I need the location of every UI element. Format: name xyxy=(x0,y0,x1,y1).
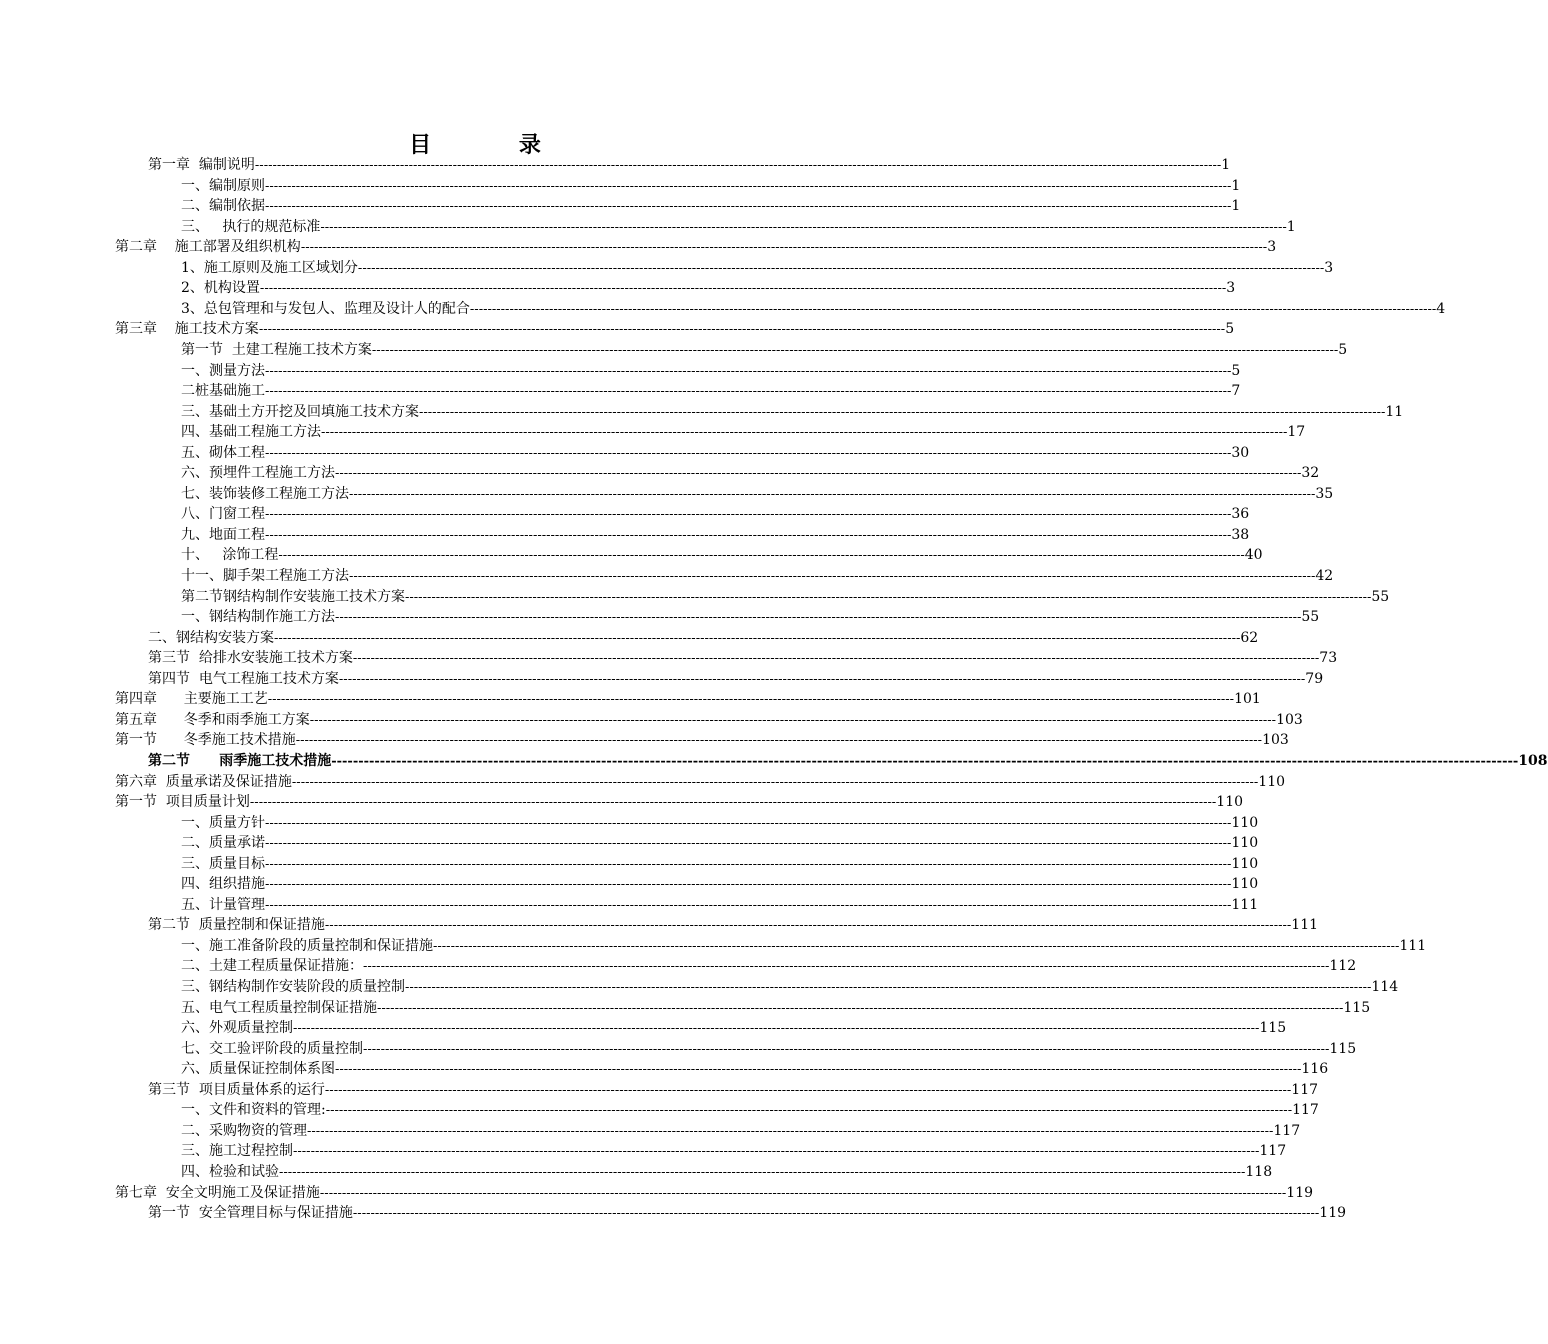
toc-entry-title: 七、交工验评阶段的质量控制 xyxy=(181,1040,363,1057)
toc-dot-leader: ---------------------------------------------------------------------------------------------------------------------------------------------------------------------------------------------------------------------------- xyxy=(265,836,1232,852)
toc-entry[interactable] xyxy=(115,792,1244,813)
toc-dot-leader: ---------------------------------------------------------------------------------------------------------------------------------------------------------------------------------------------------------------------------- xyxy=(258,322,1226,338)
toc-page-number: 1 xyxy=(1231,198,1241,215)
toc-entry[interactable] xyxy=(181,443,1250,464)
toc-dot-leader: ---------------------------------------------------------------------------------------------------------------------------------------------------------------------------------------------------------------------------- xyxy=(265,815,1232,831)
toc-entry[interactable] xyxy=(181,278,1236,299)
toc-page-number: 114 xyxy=(1371,979,1399,995)
toc-page-number: 110 xyxy=(1216,794,1244,811)
toc-entry[interactable] xyxy=(148,648,1338,669)
toc-entry[interactable] xyxy=(148,751,1548,772)
toc-entry-title: 第一章 编制说明 xyxy=(148,157,255,173)
toc-dot-leader: ---------------------------------------------------------------------------------------------------------------------------------------------------------------------------------------------------------------------------- xyxy=(419,404,1386,420)
toc-entry[interactable] xyxy=(181,381,1241,402)
toc-page-number: 101 xyxy=(1234,691,1261,708)
toc-page-number: 30 xyxy=(1231,444,1250,461)
toc-entry-title: 二、土建工程质量保证措施： xyxy=(181,958,363,975)
toc-entry-title: 四、基础工程施工方法 xyxy=(181,424,321,441)
toc-dot-leader: ---------------------------------------------------------------------------------------------------------------------------------------------------------------------------------------------------------------------------- xyxy=(433,938,1400,954)
toc-dot-leader: ---------------------------------------------------------------------------------------------------------------------------------------------------------------------------------------------------------------------------- xyxy=(279,1164,1246,1180)
toc-entry-title: 第二节钢结构制作安装施工技术方案 xyxy=(181,588,405,605)
toc-entry[interactable] xyxy=(181,361,1241,382)
toc-dot-leader: ---------------------------------------------------------------------------------------------------------------------------------------------------------------------------------------------------------------------------- xyxy=(265,178,1232,194)
toc-page-number: 110 xyxy=(1231,835,1259,852)
toc-entry-title: 第五章 冬季和雨季施工方案 xyxy=(115,711,310,728)
toc-dot-leader: ---------------------------------------------------------------------------------------------------------------------------------------------------------------------------------------------------------------------------- xyxy=(321,425,1288,441)
toc-entry-title: 二、质量承诺 xyxy=(181,835,265,852)
toc-entry-title: 一、编制原则 xyxy=(181,177,265,194)
toc-entry-title: 三、施工过程控制 xyxy=(181,1143,293,1160)
toc-dot-leader: ---------------------------------------------------------------------------------------------------------------------------------------------------------------------------------------------------------------------------- xyxy=(352,651,1320,667)
toc-entry[interactable] xyxy=(181,525,1250,546)
toc-dot-leader: ---------------------------------------------------------------------------------------------------------------------------------------------------------------------------------------------------------------------------- xyxy=(377,1000,1344,1016)
toc-entry-title: 第一节 项目质量计划 xyxy=(115,794,250,811)
toc-page-number: 103 xyxy=(1276,711,1303,728)
toc-entry-title: 五、电气工程质量控制保证措施 xyxy=(181,999,377,1016)
toc-page-number: 111 xyxy=(1291,917,1319,934)
toc-dot-leader: ---------------------------------------------------------------------------------------------------------------------------------------------------------------------------------------------------------------------------- xyxy=(405,589,1372,605)
toc-entry-title: 一、钢结构制作施工方法 xyxy=(181,609,335,626)
toc-dot-leader: ---------------------------------------------------------------------------------------------------------------------------------------------------------------------------------------------------------------------------- xyxy=(259,281,1227,297)
toc-page-number: 117 xyxy=(1292,1102,1319,1119)
toc-entry[interactable] xyxy=(181,936,1427,957)
toc-page-number: 116 xyxy=(1301,1061,1329,1078)
toc-entry[interactable] xyxy=(181,1059,1329,1080)
toc-entry[interactable] xyxy=(181,545,1263,566)
toc-page-number: 35 xyxy=(1315,485,1334,502)
toc-page-number: 17 xyxy=(1287,424,1306,441)
toc-page-number: 79 xyxy=(1305,670,1324,687)
toc-entry[interactable] xyxy=(181,484,1334,505)
toc-dot-leader: ---------------------------------------------------------------------------------------------------------------------------------------------------------------------------------------------------------------------------- xyxy=(319,1185,1287,1201)
toc-dot-leader: ---------------------------------------------------------------------------------------------------------------------------------------------------------------------------------------------------------------------------- xyxy=(371,342,1339,358)
toc-dot-leader: ---------------------------------------------------------------------------------------------------------------------------------------------------------------------------------------------------------------------------- xyxy=(363,959,1330,975)
toc-entry-title: 六、质量保证控制体系图 xyxy=(181,1061,335,1078)
toc-entry-title: 三、 执行的规范标准 xyxy=(181,218,321,235)
toc-entry[interactable] xyxy=(181,956,1357,977)
toc-entry-title: 第四节 电气工程施工技术方案 xyxy=(148,670,339,687)
toc-entry[interactable] xyxy=(181,1121,1301,1142)
toc-entry[interactable] xyxy=(181,874,1259,895)
toc-dot-leader: ---------------------------------------------------------------------------------------------------------------------------------------------------------------------------------------------------------------------------- xyxy=(295,733,1263,749)
toc-entry[interactable] xyxy=(148,1203,1347,1224)
toc-entry-title: 四、检验和试验 xyxy=(181,1163,279,1180)
toc-entry[interactable] xyxy=(181,833,1259,854)
toc-entry-title: 一、测量方法 xyxy=(181,362,265,379)
toc-dot-leader: ---------------------------------------------------------------------------------------------------------------------------------------------------------------------------------------------------------------------------- xyxy=(335,466,1302,482)
toc-entry[interactable] xyxy=(181,998,1371,1019)
toc-entry[interactable] xyxy=(181,340,1348,361)
toc-page-number: 117 xyxy=(1273,1122,1301,1139)
toc-entry-title: 第三节 项目质量体系的运行 xyxy=(148,1081,325,1098)
toc-entry-title: 十、 涂饰工程 xyxy=(181,547,279,564)
toc-entry[interactable] xyxy=(115,689,1261,710)
toc-entry-title: 第三节 给排水安装施工技术方案 xyxy=(148,650,353,667)
toc-entry[interactable] xyxy=(181,217,1296,238)
toc-dot-leader: ---------------------------------------------------------------------------------------------------------------------------------------------------------------------------------------------------------------------------- xyxy=(324,918,1292,934)
toc-page-number: 7 xyxy=(1231,383,1241,400)
toc-page-number: 115 xyxy=(1259,1020,1287,1037)
toc-entry[interactable] xyxy=(181,176,1241,197)
toc-dot-leader: ---------------------------------------------------------------------------------------------------------------------------------------------------------------------------------------------------------------------------- xyxy=(349,569,1316,584)
toc-page-number: 3 xyxy=(1267,239,1277,256)
toc-page-number: 55 xyxy=(1371,588,1390,605)
toc-entry[interactable] xyxy=(181,587,1390,608)
toc-entry[interactable] xyxy=(148,628,1259,649)
toc-entry-title: 一、质量方针 xyxy=(181,814,265,831)
toc-dot-leader: ---------------------------------------------------------------------------------------------------------------------------------------------------------------------------------------------------------------------------- xyxy=(335,1062,1302,1078)
toc-entry-title: 十一、脚手架工程施工方法 xyxy=(181,568,349,584)
toc-entry-title: 三、钢结构制作安装阶段的质量控制 xyxy=(181,979,405,995)
toc-dot-leader: ---------------------------------------------------------------------------------------------------------------------------------------------------------------------------------------------------------------------------- xyxy=(265,527,1232,543)
toc-entry[interactable] xyxy=(181,463,1320,484)
toc-entry[interactable] xyxy=(181,258,1334,279)
toc-entry[interactable] xyxy=(181,1018,1287,1039)
toc-page-number: 36 xyxy=(1231,506,1250,523)
toc-dot-leader: ---------------------------------------------------------------------------------------------------------------------------------------------------------------------------------------------------------------------------- xyxy=(352,1206,1320,1222)
toc-page-number: 3 xyxy=(1324,259,1334,276)
toc-entry-title: 六、预埋件工程施工方法 xyxy=(181,465,335,482)
toc-dot-leader: ---------------------------------------------------------------------------------------------------------------------------------------------------------------------------------------------------------------------------- xyxy=(307,1123,1274,1139)
toc-entry-title: 九、地面工程 xyxy=(181,526,265,543)
toc-entry[interactable] xyxy=(181,422,1306,443)
toc-entry-title: 四、组织措施 xyxy=(181,876,265,893)
toc-entry-title: 第一节 安全管理目标与保证措施 xyxy=(148,1205,353,1222)
toc-page-number: 117 xyxy=(1259,1143,1287,1160)
toc-dot-leader: ---------------------------------------------------------------------------------------------------------------------------------------------------------------------------------------------------------------------------- xyxy=(320,219,1287,235)
toc-entry-title: 六、外观质量控制 xyxy=(181,1020,293,1037)
toc-dot-leader: ---------------------------------------------------------------------------------------------------------------------------------------------------------------------------------------------------------------------------- xyxy=(265,856,1232,872)
toc-entry-title: 第三章 施工技术方案 xyxy=(115,321,259,338)
toc-page-number: 111 xyxy=(1231,896,1259,913)
toc-entry-title: 1、施工原则及施工区域划分 xyxy=(181,259,358,276)
toc-entry-title: 一、施工准备阶段的质量控制和保证措施 xyxy=(181,937,433,954)
toc-entry-title: 第二节 雨季施工技术措施 xyxy=(148,752,332,769)
toc-entry-title: 第一节 土建工程施工技术方案 xyxy=(181,341,372,358)
toc-dot-leader: ---------------------------------------------------------------------------------------------------------------------------------------------------------------------------------------------------------------------------- xyxy=(331,753,1519,769)
toc-page-number: 119 xyxy=(1286,1184,1314,1201)
toc-entry[interactable] xyxy=(181,977,1399,998)
toc-page-number: 111 xyxy=(1399,937,1427,954)
toc-dot-leader: ---------------------------------------------------------------------------------------------------------------------------------------------------------------------------------------------------------------------------- xyxy=(265,507,1232,523)
toc-dot-leader: ---------------------------------------------------------------------------------------------------------------------------------------------------------------------------------------------------------------------------- xyxy=(274,630,1241,646)
toc-entry-title: 二、采购物资的管理 xyxy=(181,1122,307,1139)
toc-entry[interactable] xyxy=(181,607,1320,628)
toc-entry-title: 第二节 质量控制和保证措施 xyxy=(148,917,325,934)
toc-page-number: 38 xyxy=(1231,526,1250,543)
toc-dot-leader: ---------------------------------------------------------------------------------------------------------------------------------------------------------------------------------------------------------------------------- xyxy=(293,1021,1260,1037)
toc-entry-title: 一、文件和资料的管理: xyxy=(181,1102,326,1119)
toc-entry-title: 第二章 施工部署及组织机构 xyxy=(115,239,301,256)
toc-entry-title: 八、门窗工程 xyxy=(181,506,265,523)
toc-entry[interactable] xyxy=(148,1080,1319,1101)
toc-page-number: 108 xyxy=(1518,752,1548,769)
toc-page-number: 5 xyxy=(1225,321,1235,338)
toc-entry[interactable] xyxy=(148,915,1319,936)
toc-entry-title: 第一节 冬季施工技术措施 xyxy=(115,732,296,749)
toc-entry-title: 3、总包管理和与发包人、监理及设计人的配合 xyxy=(181,300,470,317)
toc-dot-leader: ---------------------------------------------------------------------------------------------------------------------------------------------------------------------------------------------------------------------------- xyxy=(338,671,1306,687)
toc-entry[interactable] xyxy=(115,730,1289,751)
toc-dot-leader: ---------------------------------------------------------------------------------------------------------------------------------------------------------------------------------------------------------------------------- xyxy=(249,795,1217,811)
toc-entry[interactable] xyxy=(148,669,1324,690)
toc-dot-leader: ---------------------------------------------------------------------------------------------------------------------------------------------------------------------------------------------------------------------------- xyxy=(469,301,1437,317)
toc-entry[interactable] xyxy=(181,854,1259,875)
toc-dot-leader: ---------------------------------------------------------------------------------------------------------------------------------------------------------------------------------------------------------------------------- xyxy=(335,610,1302,626)
toc-entry-title: 三、质量目标 xyxy=(181,855,265,872)
toc-entry-title: 第四章 主要施工工艺 xyxy=(115,691,268,708)
toc-page-number: 115 xyxy=(1329,1040,1357,1057)
toc-page-number: 110 xyxy=(1231,855,1259,872)
toc-title: 目 录 xyxy=(409,132,581,158)
toc-page-number: 103 xyxy=(1262,732,1289,749)
toc-entry-title: 第六章 质量承诺及保证措施 xyxy=(115,773,292,790)
toc-entry[interactable] xyxy=(115,237,1277,258)
toc-page-number: 1 xyxy=(1221,157,1231,173)
toc-entry[interactable] xyxy=(181,1162,1273,1183)
toc-entry-title: 三、基础土方开挖及回填施工技术方案 xyxy=(181,403,419,420)
toc-page-number: 3 xyxy=(1226,280,1236,297)
toc-page-number: 5 xyxy=(1231,362,1241,379)
toc-dot-leader: ---------------------------------------------------------------------------------------------------------------------------------------------------------------------------------------------------------------------------- xyxy=(265,384,1232,400)
toc-dot-leader: ---------------------------------------------------------------------------------------------------------------------------------------------------------------------------------------------------------------------------- xyxy=(278,548,1245,564)
toc-dot-leader: ---------------------------------------------------------------------------------------------------------------------------------------------------------------------------------------------------------------------------- xyxy=(265,897,1232,913)
toc-entry-title: 2、机构设置 xyxy=(181,280,260,297)
toc-page-number: 32 xyxy=(1301,465,1320,482)
toc-entry-title: 二桩基础施工 xyxy=(181,383,265,400)
toc-dot-leader: ---------------------------------------------------------------------------------------------------------------------------------------------------------------------------------------------------------------------------- xyxy=(405,980,1372,995)
toc-entry[interactable] xyxy=(181,504,1250,525)
toc-page-number: 55 xyxy=(1301,609,1320,626)
toc-dot-leader: ---------------------------------------------------------------------------------------------------------------------------------------------------------------------------------------------------------------------------- xyxy=(363,1041,1330,1057)
toc-entry[interactable] xyxy=(181,566,1334,587)
toc-entry-title: 第七章 安全文明施工及保证措施 xyxy=(115,1184,320,1201)
toc-page-number: 11 xyxy=(1385,403,1404,420)
toc-page-number: 112 xyxy=(1329,958,1357,975)
toc-page-number: 5 xyxy=(1338,341,1348,358)
toc-dot-leader: ---------------------------------------------------------------------------------------------------------------------------------------------------------------------------------------------------------------------------- xyxy=(357,260,1325,276)
toc-page-number: 1 xyxy=(1286,218,1296,235)
toc-dot-leader: ---------------------------------------------------------------------------------------------------------------------------------------------------------------------------------------------------------------------------- xyxy=(309,712,1277,728)
toc-dot-leader: ---------------------------------------------------------------------------------------------------------------------------------------------------------------------------------------------------------------------------- xyxy=(265,877,1232,893)
toc-page-number: 115 xyxy=(1343,999,1371,1016)
toc-dot-leader: ---------------------------------------------------------------------------------------------------------------------------------------------------------------------------------------------------------------------------- xyxy=(265,363,1232,379)
toc-dot-leader: ---------------------------------------------------------------------------------------------------------------------------------------------------------------------------------------------------------------------------- xyxy=(267,692,1235,708)
toc-entry[interactable] xyxy=(181,299,1446,320)
toc-entry[interactable] xyxy=(181,813,1259,834)
toc-page-number: 118 xyxy=(1245,1163,1273,1180)
toc-entry-title: 七、装饰装修工程施工方法 xyxy=(181,485,349,502)
toc-entry[interactable] xyxy=(115,710,1303,731)
toc-dot-leader: ---------------------------------------------------------------------------------------------------------------------------------------------------------------------------------------------------------------------------- xyxy=(325,1103,1293,1119)
toc-entry[interactable] xyxy=(181,895,1259,916)
toc-page-number: 110 xyxy=(1231,814,1259,831)
toc-entry-title: 二、钢结构安装方案 xyxy=(148,629,274,646)
toc-entry-title: 五、计量管理 xyxy=(181,896,265,913)
toc-page-number: 73 xyxy=(1319,650,1338,667)
toc-page-number: 42 xyxy=(1315,568,1334,584)
toc-dot-leader: ---------------------------------------------------------------------------------------------------------------------------------------------------------------------------------------------------------------------------- xyxy=(291,774,1259,790)
toc-entry[interactable] xyxy=(115,772,1286,793)
toc-page-number: 119 xyxy=(1319,1205,1347,1222)
toc-dot-leader: ---------------------------------------------------------------------------------------------------------------------------------------------------------------------------------------------------------------------------- xyxy=(254,158,1222,173)
toc-page-number: 1 xyxy=(1231,177,1241,194)
toc-page-number: 110 xyxy=(1231,876,1259,893)
toc-entry[interactable] xyxy=(181,402,1404,423)
toc-dot-leader: ---------------------------------------------------------------------------------------------------------------------------------------------------------------------------------------------------------------------------- xyxy=(324,1082,1292,1098)
toc-entry[interactable] xyxy=(148,155,1231,176)
toc-page-number: 62 xyxy=(1240,629,1259,646)
toc-page-number: 110 xyxy=(1258,773,1286,790)
toc-entry[interactable] xyxy=(181,1141,1287,1162)
toc-page-number: 40 xyxy=(1244,547,1263,564)
toc-entry-title: 二、编制依据 xyxy=(181,198,265,215)
toc-entry[interactable] xyxy=(115,1183,1314,1204)
toc-dot-leader: ---------------------------------------------------------------------------------------------------------------------------------------------------------------------------------------------------------------------------- xyxy=(265,445,1232,461)
toc-dot-leader: ---------------------------------------------------------------------------------------------------------------------------------------------------------------------------------------------------------------------------- xyxy=(293,1144,1260,1160)
toc-entry[interactable] xyxy=(181,196,1241,217)
toc-entry-title: 五、砌体工程 xyxy=(181,444,265,461)
toc-page-number: 117 xyxy=(1291,1081,1319,1098)
toc-entry[interactable] xyxy=(115,319,1235,340)
toc-dot-leader: ---------------------------------------------------------------------------------------------------------------------------------------------------------------------------------------------------------------------------- xyxy=(300,240,1268,256)
toc-dot-leader: ---------------------------------------------------------------------------------------------------------------------------------------------------------------------------------------------------------------------------- xyxy=(349,486,1316,502)
toc-page-number: 4 xyxy=(1436,300,1446,317)
toc-dot-leader: ---------------------------------------------------------------------------------------------------------------------------------------------------------------------------------------------------------------------------- xyxy=(265,199,1232,215)
toc-entry[interactable] xyxy=(181,1100,1319,1121)
toc-entry[interactable] xyxy=(181,1039,1357,1060)
